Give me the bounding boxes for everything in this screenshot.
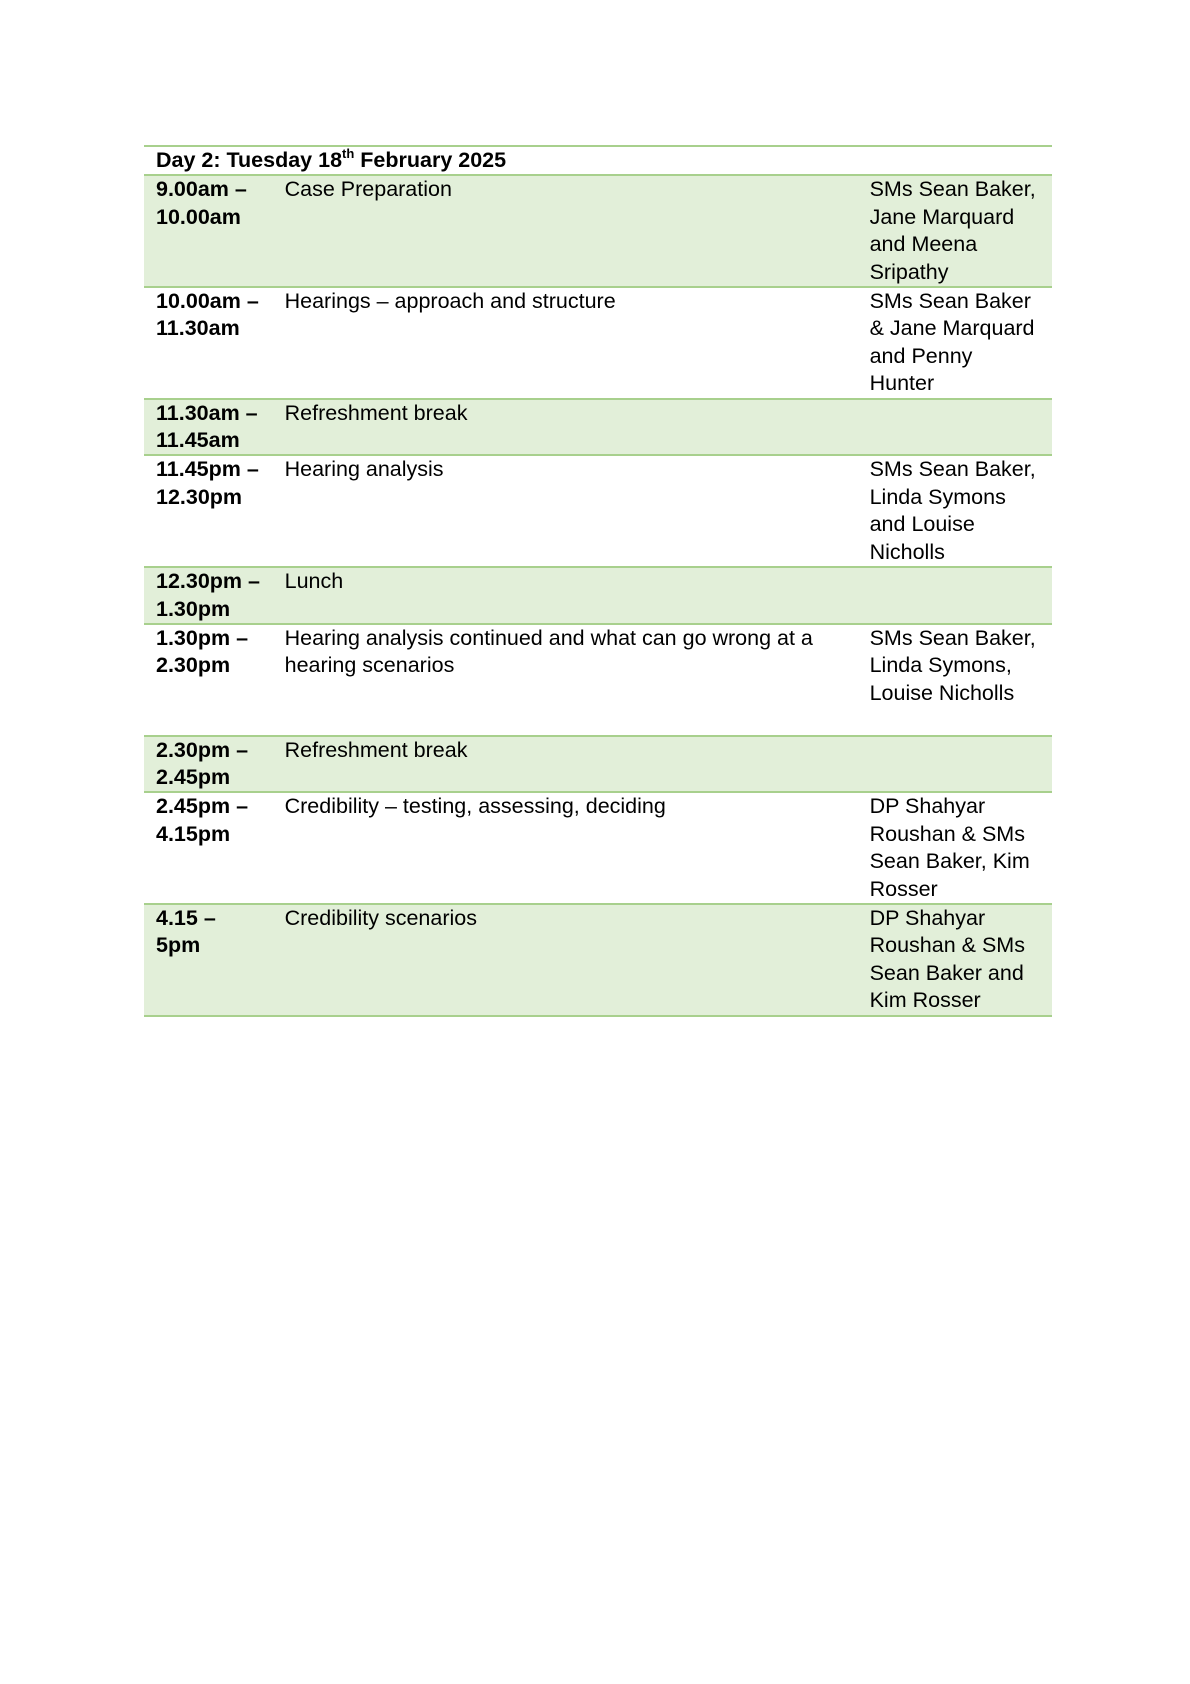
schedule-table [144,145,1052,1017]
day-title [144,146,1052,175]
time-cell: 2.30pm – 2.45pm [144,736,273,793]
time-cell: 1.30pm – 2.30pm [144,624,273,736]
session-cell: Refreshment break [273,736,858,793]
time-cell: 11.45pm –12.30pm [144,455,273,567]
schedule-row [144,399,1052,456]
time-cell: 11.30am – 11.45am [144,399,273,456]
day-header-row [144,146,1052,175]
presenters-cell [858,399,1052,456]
time-cell: 12.30pm – 1.30pm [144,567,273,624]
schedule-row [144,736,1052,793]
presenters-cell [858,736,1052,793]
schedule-row [144,455,1052,567]
schedule-row [144,287,1052,399]
schedule-row [144,792,1052,904]
day-title-ordinal: th [342,146,355,161]
time-cell: 10.00am – 11.30am [144,287,273,399]
schedule-row [144,624,1052,736]
session-cell: Case Preparation [273,175,858,287]
schedule-row [144,175,1052,287]
presenters-cell: SMs Sean Baker, Jane Marquard and Meena Sripathy [858,175,1052,287]
session-cell: Credibility scenarios [273,904,858,1016]
schedule-row [144,567,1052,624]
session-cell: Lunch [273,567,858,624]
presenters-cell: SMs Sean Baker, Linda Symons and Louise Nicholls [858,455,1052,567]
time-cell: 4.15 – 5pm [144,904,273,1016]
session-cell: Hearing analysis [273,455,858,567]
time-cell: 2.45pm – 4.15pm [144,792,273,904]
presenters-cell: SMs Sean Baker & Jane Marquard and Penny Hunter [858,287,1052,399]
day-title-suffix: February 2025 [354,148,507,172]
session-cell: Hearing analysis continued and what can go wrong at a hearing scenarios [273,624,858,736]
time-cell: 9.00am – 10.00am [144,175,273,287]
session-cell: Hearings – approach and structure [273,287,858,399]
presenters-cell: DP Shahyar Roushan & SMs Sean Baker, Kim Rosser [858,792,1052,904]
session-cell: Credibility – testing, assessing, deciding [273,792,858,904]
presenters-cell [858,567,1052,624]
session-cell: Refreshment break [273,399,858,456]
day-title-prefix: Day 2: Tuesday 18 [156,148,343,172]
presenters-cell: DP Shahyar Roushan & SMs Sean Baker and Kim Rosser [858,904,1052,1016]
schedule-row [144,904,1052,1016]
presenters-cell: SMs Sean Baker, Linda Symons, Louise Nicholls [858,624,1052,736]
